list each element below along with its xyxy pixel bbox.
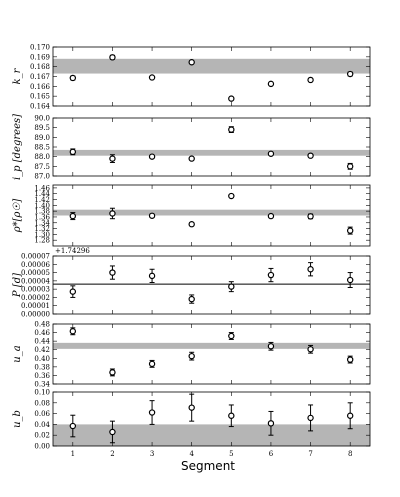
data-point	[149, 410, 154, 415]
data-point	[149, 213, 154, 218]
data-point	[348, 357, 353, 362]
data-point	[348, 164, 353, 169]
fit-band	[53, 343, 370, 349]
data-point	[149, 75, 154, 80]
data-point	[110, 429, 115, 434]
y-tick-label: 0.48	[34, 320, 50, 329]
data-point	[268, 344, 273, 349]
data-point	[348, 277, 353, 282]
data-point	[308, 153, 313, 158]
data-point	[308, 347, 313, 352]
data-point	[110, 55, 115, 60]
y-tick-label: 1.44	[34, 190, 50, 199]
y-tick-label: 0.164	[29, 102, 50, 111]
x-tick-label: 7	[308, 450, 313, 458]
x-tick-label: 1	[70, 450, 76, 458]
fit-band	[53, 424, 370, 446]
y-tick-label: 0.42	[34, 346, 50, 355]
y-tick-label: 1.38	[34, 207, 50, 216]
x-tick-label: 3	[149, 450, 155, 458]
x-tick-label: 8	[347, 450, 353, 458]
y-tick-label: 1.42	[34, 196, 50, 205]
y-tick-label: 0.40	[34, 354, 50, 363]
x-tick-label: 4	[189, 450, 194, 458]
y-tick-label: 0.00005	[21, 269, 50, 278]
y-tick-label: 0.167	[29, 73, 50, 81]
data-point	[110, 156, 115, 161]
y-tick-label: 0.10	[34, 388, 50, 397]
y-tick-label: 0.170	[29, 43, 50, 52]
fit-band	[53, 150, 370, 156]
y-tick-label: 0.44	[34, 337, 50, 346]
y-tick-label: 0.00007	[21, 252, 50, 261]
y-axis-label: ρ*[ρ☉]	[12, 198, 23, 233]
data-point	[70, 423, 75, 428]
data-point	[70, 149, 75, 154]
data-point	[308, 267, 313, 272]
data-point	[348, 228, 353, 233]
data-point	[229, 333, 234, 338]
data-point	[308, 415, 313, 420]
x-tick-label: 5	[229, 450, 234, 458]
data-point	[268, 151, 273, 156]
data-point	[268, 81, 273, 86]
data-point	[348, 71, 353, 76]
y-tick-label: 0.169	[29, 53, 50, 62]
data-point	[229, 127, 234, 132]
x-tick-label: 6	[268, 450, 274, 458]
y-tick-label: 1.28	[34, 236, 50, 245]
data-point	[149, 361, 154, 366]
y-tick-label: 0.165	[29, 92, 50, 101]
y-tick-label: 0.00003	[21, 285, 50, 294]
data-point	[110, 211, 115, 216]
data-point	[268, 421, 273, 426]
y-tick-label: 0.36	[34, 371, 50, 380]
data-point	[189, 354, 194, 359]
y-tick-label: 0.00000	[21, 310, 50, 319]
y-tick-label: 1.34	[34, 219, 50, 228]
y-tick-label: 0.166	[29, 82, 50, 91]
y-tick-label: 0.34	[34, 380, 50, 389]
y-tick-label: 0.00001	[21, 302, 50, 311]
fit-band	[53, 59, 370, 74]
data-point	[189, 405, 194, 410]
data-point	[268, 213, 273, 218]
y-tick-label: 0.04	[34, 420, 50, 429]
y-tick-label: 0.38	[34, 363, 50, 372]
y-tick-label: 87.0	[34, 172, 50, 181]
y-tick-label: 88.0	[34, 153, 50, 162]
data-point	[110, 370, 115, 375]
y-tick-label: 1.46	[34, 184, 50, 193]
data-point	[70, 329, 75, 334]
data-point	[70, 213, 75, 218]
data-point	[70, 75, 75, 80]
y-axis-label: u_b	[12, 410, 23, 428]
data-point	[110, 270, 115, 275]
y-tick-label: 0.46	[34, 329, 50, 338]
y-tick-label: 87.5	[34, 162, 50, 171]
y-tick-label: 0.168	[29, 63, 50, 72]
x-tick-label: 2	[110, 450, 115, 458]
data-point	[189, 296, 194, 301]
data-point	[229, 193, 234, 198]
y-tick-label: 1.40	[34, 201, 50, 210]
y-tick-label: 0.06	[34, 410, 50, 419]
data-point	[70, 289, 75, 294]
data-point	[229, 284, 234, 289]
y-tick-label: 1.32	[34, 225, 50, 234]
y-tick-label: 0.00006	[21, 260, 50, 269]
data-point	[149, 273, 154, 278]
y-tick-label: 90.0	[34, 114, 50, 123]
data-point	[189, 222, 194, 227]
y-tick-label: 89.0	[34, 133, 50, 142]
y-tick-label: 0.00	[34, 442, 50, 451]
y-tick-label: 0.00002	[21, 293, 50, 302]
x-axis-label: Segment	[181, 459, 235, 473]
data-point	[149, 154, 154, 159]
data-point	[308, 77, 313, 82]
data-point	[268, 272, 273, 277]
y-axis-label: P [d]	[12, 272, 23, 298]
data-point	[348, 413, 353, 418]
y-axis-label: i_p [degrees]	[12, 113, 23, 181]
y-tick-label: 0.00004	[21, 277, 50, 286]
data-point	[229, 96, 234, 101]
y-tick-label: 0.02	[34, 431, 50, 440]
y-tick-label: 89.5	[34, 124, 50, 133]
y-axis-label: k_r	[12, 68, 23, 85]
y-tick-label: 0.08	[34, 399, 50, 408]
y-tick-label: 88.5	[34, 143, 50, 152]
y-tick-label: 1.36	[34, 213, 50, 222]
y-axis-label: u_a	[12, 345, 23, 363]
data-point	[189, 60, 194, 65]
data-point	[189, 156, 194, 161]
y-tick-label: 1.30	[34, 230, 50, 239]
axis-offset-label: +1.74296	[55, 247, 90, 255]
data-point	[308, 214, 313, 219]
fit-band	[53, 210, 370, 216]
data-point	[229, 413, 234, 418]
